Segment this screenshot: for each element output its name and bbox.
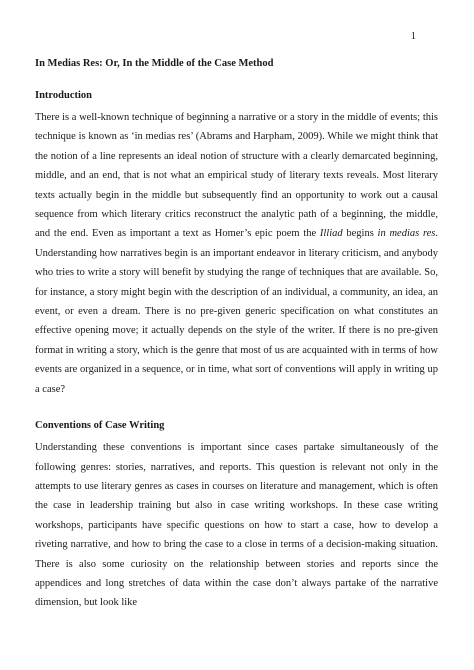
intro-text-part-3: . Understanding how narratives begin is an important endeavor in literary criticism, and anybody who tries to write a story will benefit by studying the range of techniques that are available. So, for instance, a story might begin with the description of an individual, a community, an idea, an event, or even a dream. There is no pre-given generic specification on what constitutes an effective opening move; it actually depends on the style of the writer. If there is no pre-given format in writing a story, which is the genre that most of us are acquainted with in terms of how events are organized in a sequence, or in time, what sort of conventions will apply in writing up a case? bbox=[35, 228, 439, 395]
intro-text-part-1: There is a well-known technique of beginning a narrative or a story in the middle of events; this technique is known as ‘in medias res’ (Abrams and Harpham, 2009). While we might think that the notion of a line represents an ideal notion of structure with a clearly demarcated beginning, middle, and an end, that is not what an empirical study of literary texts reveals. Most literary texts actually begin in the middle but subsequently find an opportunity to work out a causal sequence from which literary critics reconstruct the analytic path of a beginning, the middle, and the end. Even as important a text as Homer’s epic poem the bbox=[35, 112, 438, 240]
conventions-paragraph: Understanding these conventions is important since cases partake simultaneously of the following genres: stories, narratives, and reports. This question is relevant not only in the attempts to use literary genres as cases in courses on literature and management, which is often the case in leadership training but also in case writing workshops. In these case writing workshops, participants have specific questions on how to start a case, how to develop a riveting narrative, and how to bring the case to a close in terms of a decision-making situation. There is also some curiosity on the relationship between stories and reports since the appendices and long stretches of data within the case don’t always partake of the narrative dimension, but look like bbox=[35, 442, 438, 609]
document-title: In Medias Res: Or, In the Middle of the Case Method bbox=[35, 58, 274, 69]
page-number: 1 bbox=[410, 31, 416, 42]
intro-italic-illiad: Illiad bbox=[319, 228, 343, 240]
section-heading-introduction: Introduction bbox=[35, 90, 92, 101]
document-body bbox=[35, 56, 438, 613]
introduction-paragraph bbox=[35, 108, 438, 399]
intro-italic-in-medias-res: in medias res bbox=[377, 228, 436, 240]
section-heading-conventions: Conventions of Case Writing bbox=[35, 420, 165, 432]
intro-text-part-2: begins bbox=[342, 228, 378, 240]
